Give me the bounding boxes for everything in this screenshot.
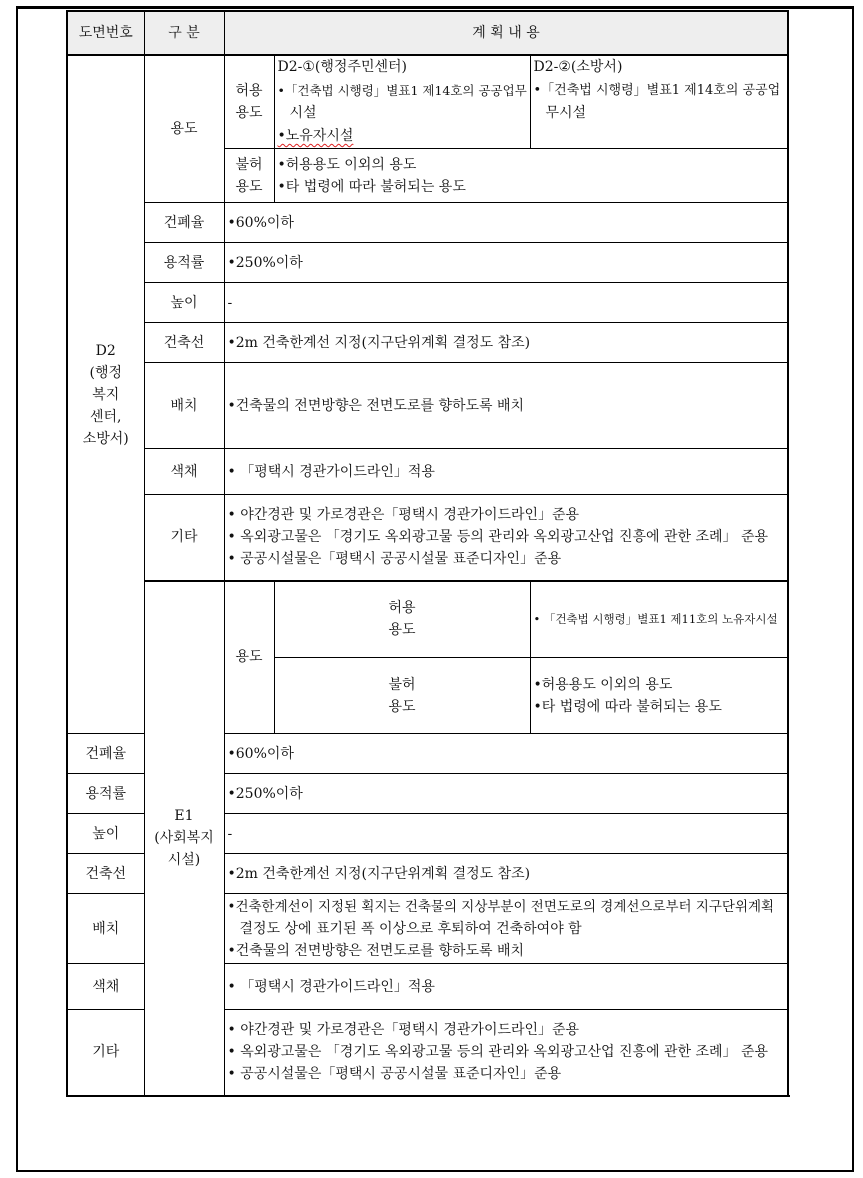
e1-layout-item: •건축물의 전면방향은 전면도로를 향하도록 배치 — [227, 942, 525, 959]
label-line: 불허 — [235, 156, 263, 173]
e1-color-value: • 「평택시 경관가이드라인」적용 — [224, 964, 788, 1010]
e1-zone-line: 시설) — [167, 852, 201, 868]
d2-line-label: 건축선 — [144, 323, 224, 363]
d2-etc-label: 기타 — [144, 495, 224, 581]
d2-layout-row — [67, 363, 788, 449]
d2-use-allowed-row — [67, 55, 788, 149]
e1-height-label: 높이 — [67, 814, 144, 854]
d2-layout-label: 배치 — [144, 363, 224, 449]
d2-allowed-b-item: 무시설 — [545, 105, 587, 121]
e1-far-label: 용적률 — [67, 774, 144, 814]
e1-etc-item: • 공공시설물은「평택시 공공시설물 표준디자인」준용 — [227, 1066, 562, 1083]
e1-etc-item: • 옥외광고물은 「경기도 옥외광고물 등의 관리와 옥외광고산업 진흥에 관한 조례」 준용 — [227, 1044, 769, 1061]
e1-coverage-value: •60%이하 — [224, 734, 788, 774]
label-line: 허용 — [235, 83, 263, 99]
d2-use-label: 용도 — [144, 55, 224, 203]
d2-line-row — [67, 323, 788, 363]
d2-layout-item: •건축물의 전면방향은 전면도로를 향하도록 배치 — [227, 397, 525, 414]
header-plan-content: 계 획 내 용 — [224, 11, 788, 55]
d2-allowed-b — [530, 55, 788, 149]
e1-color-label: 색채 — [67, 964, 144, 1010]
d2-zone-line: (행정 — [89, 364, 122, 381]
e1-prohibited-label — [274, 658, 530, 734]
d2-color-value: • 「평택시 경관가이드라인」적용 — [224, 449, 788, 495]
d2-coverage-row — [67, 203, 788, 243]
d2-allowed-label — [224, 55, 274, 149]
d2-line-value: •2m 건축한계선 지정(지구단위계획 결정도 참조) — [224, 323, 788, 363]
label-line: 용도 — [235, 105, 263, 121]
e1-use-allowed-row — [67, 581, 788, 658]
e1-layout-label: 배치 — [67, 894, 144, 964]
d2-etc-row — [67, 495, 788, 581]
d2-etc-item: • 공공시설물은「평택시 공공시설물 표준디자인」준용 — [227, 551, 562, 568]
header-category: 구 분 — [144, 11, 224, 55]
e1-coverage-label: 건폐율 — [67, 734, 144, 774]
e1-layout-item: 결정도 상에 표기된 폭 이상으로 후퇴하여 건축하여야 함 — [239, 920, 582, 937]
d2-far-label: 용적률 — [144, 243, 224, 283]
e1-etc-value — [224, 1010, 788, 1096]
d2-etc-item: • 야간경관 및 가로경관은「평택시 경관가이드라인」준용 — [227, 507, 580, 524]
e1-line-value: •2m 건축한계선 지정(지구단위계획 결정도 참조) — [224, 854, 788, 894]
e1-layout-item: •건축한계선이 지정된 획지는 건축물의 지상부분이 전면도로의 경계선으로부터 지구단위계획 — [227, 898, 775, 915]
d2-allowed-b-title: D2-②(소방서) — [533, 59, 623, 75]
d2-height-row — [67, 283, 788, 323]
d2-color-label: 색채 — [144, 449, 224, 495]
e1-allowed-label — [274, 581, 530, 658]
header-row — [67, 11, 788, 55]
e1-prohibited-item: •타 법령에 따라 불허되는 용도 — [533, 698, 722, 715]
d2-zone-line: D2 — [95, 342, 116, 359]
d2-zone-line: 센터, — [90, 408, 122, 425]
e1-prohibited-content — [530, 658, 788, 734]
d2-zone-line: 복지 — [92, 386, 120, 403]
e1-layout-value — [224, 894, 788, 964]
e1-allowed-item: • 「건축법 시행령」별표1 제11호의 노유자시설 — [533, 612, 778, 627]
e1-height-value: - — [224, 814, 788, 854]
d2-prohibited-item: •타 법령에 따라 불허되는 용도 — [277, 178, 466, 195]
d2-far-row — [67, 243, 788, 283]
d2-color-row — [67, 449, 788, 495]
d2-allowed-a-item: •「건축법 시행령」별표1 제14호의 공공업무 — [277, 83, 527, 98]
e1-use-label: 용도 — [224, 581, 274, 734]
label-line: 허용 — [388, 600, 416, 617]
d2-etc-item: • 옥외광고물은 「경기도 옥외광고물 등의 관리와 옥외광고산업 진흥에 관한 조례」 준용 — [227, 529, 769, 546]
d2-height-label: 높이 — [144, 283, 224, 323]
d2-allowed-b-item: •「건축법 시행령」별표1 제14호의 공공업 — [533, 83, 781, 98]
d2-allowed-a-item: 시설 — [289, 105, 317, 121]
d2-coverage-value: •60%이하 — [224, 203, 788, 243]
d2-prohibited-label — [224, 149, 274, 203]
label-line: 불허 — [388, 676, 416, 693]
label-line: 용도 — [388, 698, 416, 715]
e1-allowed-content — [530, 581, 788, 658]
plan-table — [66, 10, 789, 1097]
e1-prohibited-item: •허용용도 이외의 용도 — [533, 676, 673, 693]
header-drawing-no: 도면번호 — [67, 11, 144, 55]
d2-allowed-a — [274, 55, 530, 149]
e1-line-label: 건축선 — [67, 854, 144, 894]
e1-far-value: •250%이하 — [224, 774, 788, 814]
e1-etc-label: 기타 — [67, 1010, 144, 1096]
d2-height-value: - — [224, 283, 788, 323]
d2-zone-line: 소방서) — [82, 430, 129, 447]
e1-zone-line: (사회복지 — [154, 830, 214, 846]
d2-coverage-label: 건폐율 — [144, 203, 224, 243]
d2-allowed-a-item: •노유자시설 — [277, 128, 354, 144]
e1-zone-cell — [144, 581, 224, 1096]
d2-far-value: •250%이하 — [224, 243, 788, 283]
d2-prohibited-item: •허용용도 이외의 용도 — [277, 156, 417, 173]
d2-etc-value — [224, 495, 788, 581]
e1-zone-line: E1 — [174, 808, 194, 824]
e1-etc-item: • 야간경관 및 가로경관은「평택시 경관가이드라인」준용 — [227, 1022, 580, 1039]
d2-layout-value — [224, 363, 788, 449]
label-line: 용도 — [388, 622, 416, 639]
label-line: 용도 — [235, 178, 263, 195]
d2-allowed-a-title: D2-①(행정주민센터) — [277, 59, 407, 75]
d2-prohibited-content — [274, 149, 788, 203]
d2-zone-cell — [67, 55, 144, 734]
